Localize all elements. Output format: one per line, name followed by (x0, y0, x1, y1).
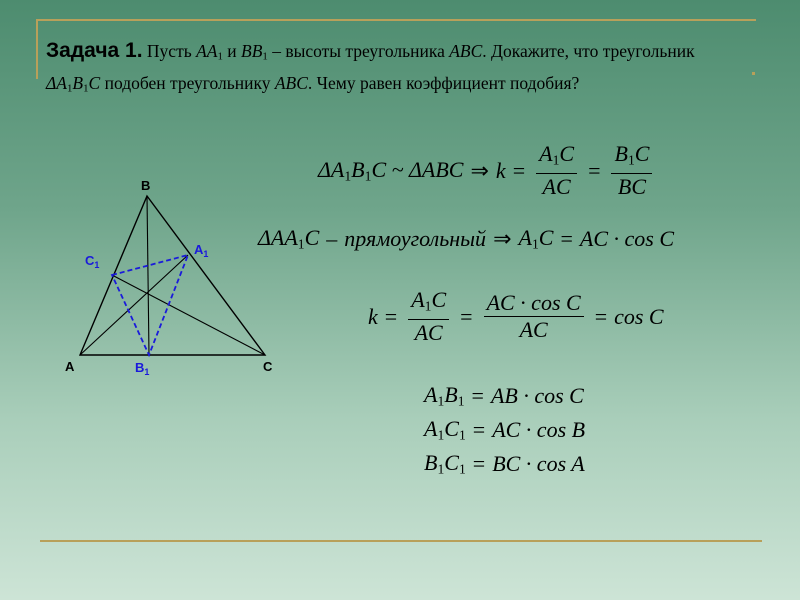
formula-coefficient: k = $\frac{A_1C}{AC}$ = $\frac{\text{AC · cos C}}{AC}$ = cos C (368, 287, 664, 346)
orthic-triangle (112, 255, 188, 355)
altitude-cc1-line (112, 275, 265, 355)
fraction: $\frac{A_1C}{AC}$ (408, 288, 449, 345)
vertex-label-a: A (65, 359, 75, 374)
problem-text: – высоты треугольника (267, 41, 450, 61)
problem-text: и (222, 41, 242, 61)
altitude-bb1-line (147, 196, 149, 355)
vertex-label-c1: $C_1$ (85, 253, 100, 270)
problem-statement (46, 38, 746, 101)
vertex-label-b: B (141, 178, 151, 193)
problem-text: подобен треугольнику (100, 72, 275, 93)
vertex-label-b1: $B_1$ (135, 360, 150, 377)
vertex-label-c: C (263, 359, 273, 374)
fraction: $\frac{\text{AC · cos C}}{AC}$ (484, 291, 584, 342)
problem-text: . Чему равен коэффициент подобия? (307, 72, 580, 93)
problem-text: Пусть (142, 41, 197, 61)
altitude-bb1: $BB_1$ (241, 41, 268, 63)
left-rule (36, 19, 38, 79)
problem-label: Задача 1. (46, 39, 143, 62)
fraction: $\frac{B_1C}{BC}$ (611, 142, 652, 199)
triangle-abc: ABC (274, 72, 308, 93)
triangle-abc-outline (80, 196, 265, 355)
altitude-aa1-line (80, 255, 188, 355)
triangle-a1b1c: $\Delta A_1B_1C$ (46, 72, 101, 95)
problem-text: . Докажите, что треугольник (482, 41, 695, 61)
formula-a1c1: $A_1C_1$ = AC · cos B (424, 416, 586, 443)
decor-dot (752, 72, 755, 75)
fraction: $\frac{A_1C}{AC}$ (536, 142, 577, 199)
vertex-label-a1: $A_1$ (194, 242, 209, 259)
triangle-abc: ABC (449, 41, 483, 61)
formula-b1c1: $B_1C_1$ = BC · cos A (424, 450, 585, 477)
formula-right-triangle: $\Delta AA_1C$ – прямоугольный ⇒ $A_1C$ = AC · cos C (258, 225, 674, 252)
formula-similarity: $\Delta A_1B_1C$ ~ ΔABC ⇒ k = $\frac{A_1C}{AC}$ = $\frac{B_1C}{BC}$ (318, 142, 656, 199)
altitude-aa1: $AA_1$ (196, 41, 223, 63)
formula-a1b1: $A_1B_1$ = AB · cos C (424, 382, 584, 409)
top-rule (36, 19, 756, 21)
bottom-rule (40, 540, 762, 542)
triangle-diagram (55, 170, 295, 385)
